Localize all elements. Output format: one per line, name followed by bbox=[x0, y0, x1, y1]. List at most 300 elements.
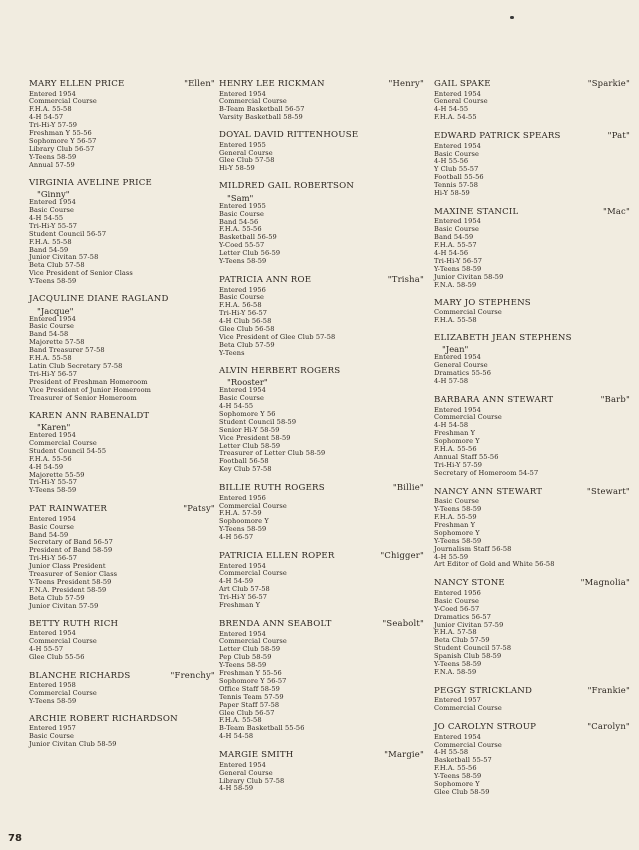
activity-item: Basic Course bbox=[29, 522, 74, 531]
activity-item: 4-H 54-55 bbox=[29, 213, 64, 222]
activity-item: Hi-Y 58-59 bbox=[219, 164, 255, 173]
activity-item: Junior Civitan 57-58 bbox=[29, 253, 99, 262]
activity-item: Basketball 56-59 bbox=[219, 233, 277, 242]
activity-item: 4-H 54-57 bbox=[29, 113, 64, 122]
student-entry bbox=[434, 394, 630, 478]
activity-item: Beta Club 57-58 bbox=[29, 261, 85, 270]
activity-item: Annual Staff 55-56 bbox=[434, 453, 499, 461]
activity-item: Junior Civitan 58-59 bbox=[434, 272, 504, 281]
student-nickname: "Henry" bbox=[388, 78, 424, 88]
activity-item: Tri-Hi-Y 55-57 bbox=[29, 478, 78, 487]
activity-item: Glee Club 57-58 bbox=[219, 156, 275, 165]
student-name: EDWARD PATRICK SPEARS bbox=[434, 131, 561, 142]
student-entry bbox=[29, 411, 215, 496]
activity-item: Entered 1954 bbox=[29, 629, 76, 638]
student-name: JACQULINE DIANE RAGLAND bbox=[29, 294, 169, 305]
student-header bbox=[219, 366, 424, 377]
activity-list bbox=[29, 516, 215, 611]
activity-items bbox=[434, 218, 630, 289]
activity-item: Band 54-56 bbox=[219, 217, 259, 226]
activity-list bbox=[434, 697, 630, 713]
student-name: PEGGY STRICKLAND bbox=[434, 685, 533, 696]
activity-list bbox=[29, 91, 215, 170]
student-header bbox=[434, 394, 630, 406]
activity-item: 4-H 54-59 bbox=[29, 462, 64, 471]
activity-items bbox=[219, 203, 424, 266]
activity-item: Vice President of Glee Club 57-58 bbox=[219, 332, 336, 341]
activity-item: Freshman Y 55-56 bbox=[219, 669, 282, 678]
activity-items bbox=[29, 725, 215, 749]
activity-item: Entered 1956 bbox=[434, 588, 481, 597]
activity-items bbox=[219, 762, 424, 794]
activity-item: Library Club 56-57 bbox=[29, 144, 95, 153]
activity-item: Vice President of Junior Homeroom bbox=[29, 385, 152, 394]
activity-item: F.H.A. 55-58 bbox=[29, 354, 72, 363]
activity-items bbox=[219, 631, 424, 742]
activity-item: Basic Course bbox=[219, 293, 264, 302]
student-name: MARY ELLEN PRICE bbox=[29, 79, 125, 89]
activity-item: Commercial Course bbox=[29, 637, 97, 646]
activity-item: Beta Club 57-59 bbox=[29, 593, 85, 602]
activity-list bbox=[219, 287, 424, 358]
activity-list bbox=[219, 91, 424, 123]
activity-item: Basic Course bbox=[29, 732, 74, 741]
activity-item: 4-H 54-55 bbox=[434, 105, 469, 114]
student-header bbox=[434, 577, 630, 589]
student-name: MARGIE SMITH bbox=[219, 750, 294, 761]
student-header bbox=[434, 333, 630, 344]
student-entry bbox=[434, 130, 630, 198]
activity-item: Commercial Course bbox=[434, 740, 502, 749]
student-header bbox=[434, 721, 630, 733]
activity-item: F.N.A. 58-59 bbox=[434, 667, 477, 676]
speck-mark bbox=[510, 16, 514, 19]
student-header bbox=[219, 181, 424, 192]
activity-item: Majorette 55-59 bbox=[29, 470, 85, 479]
activity-item: Freshman Y bbox=[434, 520, 476, 529]
student-nickname: "Pat" bbox=[607, 130, 630, 141]
activity-item: Commercial Course bbox=[434, 308, 502, 317]
activity-item: Junior Civitan 57-59 bbox=[29, 601, 99, 610]
student-nickname: "Rooster" bbox=[227, 377, 268, 388]
activity-item: Entered 1954 bbox=[29, 198, 76, 207]
activity-list bbox=[434, 218, 630, 289]
student-name: NANCY ANN STEWART bbox=[434, 486, 543, 497]
student-name: MILDRED GAIL ROBERTSON bbox=[219, 181, 355, 192]
student-entry bbox=[219, 366, 424, 474]
activity-item: Entered 1954 bbox=[434, 732, 481, 741]
student-entry bbox=[29, 78, 215, 170]
activity-item: Entered 1954 bbox=[434, 217, 481, 226]
student-name: BETTY RUTH RICH bbox=[29, 618, 119, 629]
activity-list bbox=[434, 590, 630, 677]
activity-item: Art Club 57-58 bbox=[219, 585, 270, 594]
student-name: BLANCHE RICHARDS bbox=[29, 670, 131, 681]
student-header bbox=[219, 482, 424, 494]
activity-item: Junior Civitan Club 58-59 bbox=[29, 740, 117, 749]
column-2 bbox=[219, 78, 424, 801]
student-name: NANCY STONE bbox=[434, 578, 505, 589]
student-name: BILLIE RUTH ROGERS bbox=[219, 483, 325, 494]
student-nickname: "Margie" bbox=[384, 749, 424, 760]
activity-items bbox=[434, 309, 630, 325]
activity-item: Band 54-59 bbox=[434, 233, 474, 242]
activity-item: Entered 1954 bbox=[219, 386, 266, 395]
activity-list bbox=[219, 631, 424, 742]
activity-items bbox=[434, 143, 630, 198]
activity-item: Freshman Y 55-56 bbox=[29, 129, 92, 138]
activity-item: Vice President of Senior Class bbox=[29, 269, 133, 278]
activity-item: Basic Course bbox=[219, 209, 264, 218]
activity-item: 4-H 56-57 bbox=[219, 533, 254, 542]
activity-items bbox=[29, 91, 215, 170]
activity-item: Entered 1954 bbox=[29, 514, 76, 523]
activity-item: Entered 1954 bbox=[434, 353, 481, 362]
activity-list bbox=[219, 762, 424, 794]
activity-items bbox=[434, 697, 630, 713]
activity-item: Entered 1955 bbox=[219, 201, 266, 210]
student-header bbox=[29, 619, 215, 630]
student-header bbox=[434, 78, 630, 90]
activity-item: 4-H 55-56 bbox=[434, 157, 469, 166]
activity-item: Basic Course bbox=[29, 205, 74, 214]
activity-item: Vice President 58-59 bbox=[219, 433, 291, 442]
page-number: 78 bbox=[8, 833, 22, 844]
activity-list bbox=[219, 387, 424, 474]
activity-item: Spanish Club 58-59 bbox=[434, 652, 502, 661]
activity-item: Y-Coed 56-57 bbox=[434, 604, 480, 613]
activity-items bbox=[434, 354, 630, 386]
student-entry bbox=[219, 749, 424, 793]
activity-item: Majorette 57-58 bbox=[29, 338, 85, 347]
activity-item: Key Club 57-58 bbox=[219, 465, 272, 474]
activity-item: F.N.A. President 58-59 bbox=[29, 585, 107, 594]
activity-item: 4-H 57-58 bbox=[434, 377, 469, 386]
activity-items bbox=[434, 91, 630, 123]
student-entry bbox=[434, 78, 630, 122]
student-entry bbox=[434, 486, 630, 570]
activity-item: Glee Club 56-58 bbox=[219, 325, 275, 334]
activity-item: Office Staff 58-59 bbox=[219, 684, 280, 693]
activity-item: Student Council 58-59 bbox=[219, 417, 297, 426]
student-name: ALVIN HERBERT ROGERS bbox=[219, 365, 341, 376]
activity-item: Entered 1958 bbox=[29, 681, 76, 690]
activity-item: Sophomore Y bbox=[434, 780, 480, 789]
activity-list bbox=[434, 91, 630, 123]
activity-item: Commercial Course bbox=[219, 97, 287, 106]
activity-item: Y-Coed 55-57 bbox=[219, 241, 265, 250]
student-header bbox=[219, 550, 424, 562]
activity-item: Tri-Hi-Y 57-59 bbox=[29, 121, 78, 130]
student-header bbox=[219, 78, 424, 90]
activity-item: Sophomore Y bbox=[434, 528, 480, 537]
student-entry bbox=[219, 78, 424, 122]
activity-item: Y-Teens 58-59 bbox=[29, 277, 77, 286]
activity-item: General Course bbox=[219, 768, 273, 777]
student-entry bbox=[434, 298, 630, 325]
activity-list bbox=[29, 316, 215, 403]
activity-item: F.H.A. 55-59 bbox=[434, 513, 477, 522]
activity-items bbox=[219, 142, 424, 174]
activity-items bbox=[219, 287, 424, 358]
student-header bbox=[219, 130, 424, 141]
activity-item: 4-H 55-57 bbox=[29, 644, 64, 653]
activity-item: F.H.A. 56-58 bbox=[219, 301, 262, 310]
activity-item: Junior Civitan 57-59 bbox=[434, 620, 504, 629]
activity-item: Beta Club 57-59 bbox=[434, 636, 490, 645]
activity-item: Basic Course bbox=[434, 596, 479, 605]
activity-item: Sophomore Y 56 bbox=[219, 409, 276, 418]
activity-item: Commercial Course bbox=[29, 97, 97, 106]
activity-item: Band 54-59 bbox=[29, 530, 69, 539]
activity-item: President of Band 58-59 bbox=[29, 546, 113, 555]
activity-item: Freshman Y bbox=[219, 601, 261, 610]
activity-list bbox=[29, 682, 215, 706]
activity-item: President of Freshman Homeroom bbox=[29, 377, 148, 386]
activity-item: 4-H 54-58 bbox=[434, 421, 469, 430]
activity-items bbox=[29, 630, 215, 662]
activity-item: Football 55-56 bbox=[434, 173, 484, 182]
activity-item: Tri-Hi-Y 56-57 bbox=[219, 309, 268, 318]
activity-item: Band Treasurer 57-58 bbox=[29, 346, 105, 355]
activity-item: Entered 1955 bbox=[219, 140, 266, 149]
activity-list bbox=[219, 563, 424, 610]
activity-item: F.H.A. 55-58 bbox=[434, 316, 477, 325]
activity-item: B-Team Basketball 56-57 bbox=[219, 105, 305, 114]
activity-item: Entered 1954 bbox=[434, 405, 481, 414]
activity-items bbox=[29, 316, 215, 403]
student-nickname: "Patsy" bbox=[183, 503, 215, 514]
activity-item: Y-Teens 58-59 bbox=[219, 525, 267, 534]
student-header bbox=[434, 298, 630, 309]
student-entry bbox=[434, 577, 630, 676]
activity-item: Y-Teens bbox=[219, 348, 245, 357]
activity-item: Library Club 57-58 bbox=[219, 776, 285, 785]
activity-list bbox=[434, 143, 630, 198]
activity-items bbox=[434, 407, 630, 478]
activity-item: Entered 1957 bbox=[434, 696, 481, 705]
activity-item: F.H.A. 57-59 bbox=[219, 509, 262, 518]
student-entry bbox=[29, 619, 215, 662]
activity-item: Entered 1957 bbox=[29, 724, 76, 733]
activity-item: Secretary of Band 56-57 bbox=[29, 538, 113, 547]
student-header bbox=[29, 714, 215, 725]
activity-item: Letter Club 58-59 bbox=[219, 441, 281, 450]
activity-list bbox=[434, 734, 630, 797]
activity-item: Pep Club 58-59 bbox=[219, 653, 272, 662]
activity-item: Y-Teens 58-59 bbox=[434, 505, 482, 514]
student-entry bbox=[219, 618, 424, 741]
student-header bbox=[29, 411, 215, 422]
activity-item: Band 54-59 bbox=[29, 245, 69, 254]
activity-item: Basic Course bbox=[434, 149, 479, 158]
student-entry bbox=[219, 550, 424, 610]
activity-item: Dramatics 55-56 bbox=[434, 369, 491, 378]
student-nickname: "Frankie" bbox=[587, 684, 630, 695]
activity-list bbox=[29, 432, 215, 495]
student-nickname: "Karen" bbox=[37, 422, 71, 432]
activity-item: Secretary of Homeroom 54-57 bbox=[434, 468, 539, 477]
activity-item: F.N.A. 58-59 bbox=[434, 280, 477, 289]
activity-item: Basic Course bbox=[434, 225, 479, 234]
activity-item: Student Council 57-58 bbox=[434, 644, 512, 653]
activity-item: Sophomore Y bbox=[434, 437, 480, 446]
activity-item: Basketball 55-57 bbox=[434, 756, 492, 765]
activity-item: Entered 1954 bbox=[219, 629, 266, 638]
student-nickname: "Stewart" bbox=[586, 485, 630, 496]
activity-item: Letter Club 58-59 bbox=[219, 645, 281, 654]
activity-item: Y-Teens 58-59 bbox=[434, 264, 482, 273]
activity-item: Paper Staff 57-58 bbox=[219, 700, 280, 709]
activity-items bbox=[434, 590, 630, 677]
activity-items bbox=[434, 498, 630, 569]
activity-item: F.H.A. 55-58 bbox=[29, 105, 72, 114]
activity-item: Tri-Hi-Y 57-59 bbox=[434, 460, 483, 469]
activity-item: Entered 1956 bbox=[219, 285, 266, 294]
activity-item: Y-Teens 58-59 bbox=[219, 661, 267, 670]
activity-item: Sophomore Y 56-57 bbox=[219, 676, 287, 685]
activity-item: Senior Hi-Y 58-59 bbox=[219, 425, 280, 434]
student-nickname: "Ellen" bbox=[184, 78, 215, 88]
activity-item: F.H.A. 55-58 bbox=[219, 716, 262, 725]
student-nickname: "Chigger" bbox=[380, 550, 424, 561]
student-name: ARCHIE ROBERT RICHARDSON bbox=[29, 713, 178, 724]
activity-item: 4-H 58-59 bbox=[219, 784, 254, 793]
activity-item: Treasurer of Senior Class bbox=[29, 570, 118, 579]
activity-item: Varsity Basketball 58-59 bbox=[219, 113, 303, 122]
activity-item: General Course bbox=[434, 361, 488, 370]
activity-item: Y-Teens 58-59 bbox=[29, 697, 77, 706]
activity-item: B-Team Basketball 55-56 bbox=[219, 724, 305, 733]
student-header bbox=[434, 486, 630, 498]
activity-item: F.H.A. 55-56 bbox=[219, 225, 262, 234]
activity-item: 4-H 54-59 bbox=[219, 577, 254, 586]
activity-list bbox=[434, 498, 630, 569]
student-entry bbox=[434, 685, 630, 713]
activity-item: Basic Course bbox=[29, 322, 74, 331]
activity-item: Y-Teens 58-59 bbox=[29, 152, 77, 161]
activity-list bbox=[434, 407, 630, 478]
student-name: PATRICIA ELLEN ROPER bbox=[219, 551, 335, 562]
activity-item: Freshman Y bbox=[434, 429, 476, 438]
activity-items bbox=[29, 682, 215, 706]
student-entry bbox=[434, 206, 630, 290]
activity-items bbox=[219, 563, 424, 610]
activity-item: Commercial Course bbox=[219, 501, 287, 510]
activity-item: Commercial Course bbox=[29, 438, 97, 447]
activity-item: Y-Teens 58-59 bbox=[29, 486, 77, 495]
activity-item: Tri-Hi-Y 55-57 bbox=[29, 221, 78, 230]
column-3 bbox=[434, 78, 630, 805]
student-header bbox=[434, 206, 630, 218]
student-header bbox=[29, 503, 215, 515]
student-nickname: "Sam" bbox=[227, 192, 254, 203]
activity-item: Glee Club 55-56 bbox=[29, 652, 85, 661]
student-name: MARY JO STEPHENS bbox=[434, 297, 531, 308]
activity-list bbox=[434, 309, 630, 325]
activity-items bbox=[219, 91, 424, 123]
activity-item: Commercial Course bbox=[29, 689, 97, 698]
activity-item: Student Council 54-55 bbox=[29, 446, 107, 455]
student-nickname: "Barb" bbox=[600, 394, 630, 405]
activity-item: Entered 1956 bbox=[219, 493, 266, 502]
student-header bbox=[219, 749, 424, 761]
student-entry bbox=[29, 670, 215, 706]
activity-item: Y-Teens President 58-59 bbox=[29, 578, 112, 586]
activity-item: Entered 1954 bbox=[219, 561, 266, 570]
student-nickname: "Trisha" bbox=[387, 274, 424, 284]
activity-item: General Course bbox=[219, 148, 273, 157]
activity-items bbox=[29, 432, 215, 495]
activity-item: Glee Club 58-59 bbox=[434, 788, 490, 796]
activity-items bbox=[219, 387, 424, 474]
student-nickname: "Billie" bbox=[392, 482, 424, 493]
activity-item: Commercial Course bbox=[434, 704, 502, 713]
activity-item: Entered 1954 bbox=[29, 89, 76, 98]
activity-item: Basic Course bbox=[219, 394, 264, 403]
activity-item: F.H.A. 55-56 bbox=[434, 445, 477, 454]
student-entry bbox=[29, 503, 215, 610]
student-entry bbox=[219, 274, 424, 358]
activity-item: 4-H 55-59 bbox=[434, 552, 469, 561]
student-header bbox=[29, 670, 215, 682]
activity-item: Tennis Team 57-59 bbox=[219, 692, 284, 701]
activity-item: Entered 1954 bbox=[434, 141, 481, 150]
activity-item: Entered 1954 bbox=[219, 89, 266, 98]
student-nickname: "Seabolt" bbox=[382, 618, 424, 628]
activity-item: Football 56-58 bbox=[219, 457, 269, 466]
activity-item: Dramatics 56-57 bbox=[434, 612, 491, 621]
activity-item: Letter Club 56-59 bbox=[219, 249, 281, 258]
activity-item: 4-H 54-56 bbox=[434, 249, 469, 258]
student-name: VIRGINIA AVELINE PRICE bbox=[29, 177, 152, 188]
activity-list bbox=[219, 142, 424, 174]
student-name: HENRY LEE RICKMAN bbox=[219, 79, 325, 89]
student-header bbox=[29, 294, 215, 305]
activity-item: Entered 1954 bbox=[219, 760, 266, 769]
student-entry bbox=[29, 178, 215, 286]
student-nickname: "Carolyn" bbox=[587, 721, 630, 732]
activity-item: Journalism Staff 56-58 bbox=[434, 544, 512, 553]
activity-item: F.H.A. 57-58 bbox=[434, 628, 477, 637]
activity-item: Commercial Course bbox=[219, 569, 287, 578]
student-name: DOYAL DAVID RITTENHOUSE bbox=[219, 130, 359, 141]
activity-item: Sophomore Y 56-57 bbox=[29, 136, 97, 145]
student-name: JO CAROLYN STROUP bbox=[434, 722, 537, 733]
student-header bbox=[434, 130, 630, 142]
student-name: PAT RAINWATER bbox=[29, 504, 107, 515]
activity-item: Tri-Hi-Y 56-57 bbox=[29, 554, 78, 563]
student-nickname: "Jacque" bbox=[37, 305, 74, 316]
activity-item: F.H.A. 54-55 bbox=[434, 113, 477, 122]
activity-list bbox=[434, 354, 630, 386]
activity-item: Student Council 56-57 bbox=[29, 229, 107, 238]
activity-item: Basic Course bbox=[434, 497, 479, 506]
student-entry bbox=[219, 181, 424, 266]
activity-item: Tennis 57-58 bbox=[434, 181, 479, 190]
activity-item: Annual 57-59 bbox=[29, 160, 75, 169]
activity-items bbox=[29, 516, 215, 611]
activity-item: 4-H 54-55 bbox=[219, 401, 254, 410]
student-name: BARBARA ANN STEWART bbox=[434, 395, 554, 406]
student-nickname: "Frenchy" bbox=[170, 669, 215, 680]
activity-item: 4-H Club 56-58 bbox=[219, 317, 272, 326]
student-nickname: "Jean" bbox=[442, 344, 469, 355]
activity-list bbox=[219, 203, 424, 266]
student-entry bbox=[219, 130, 424, 173]
student-header bbox=[29, 178, 215, 189]
activity-list bbox=[29, 725, 215, 749]
